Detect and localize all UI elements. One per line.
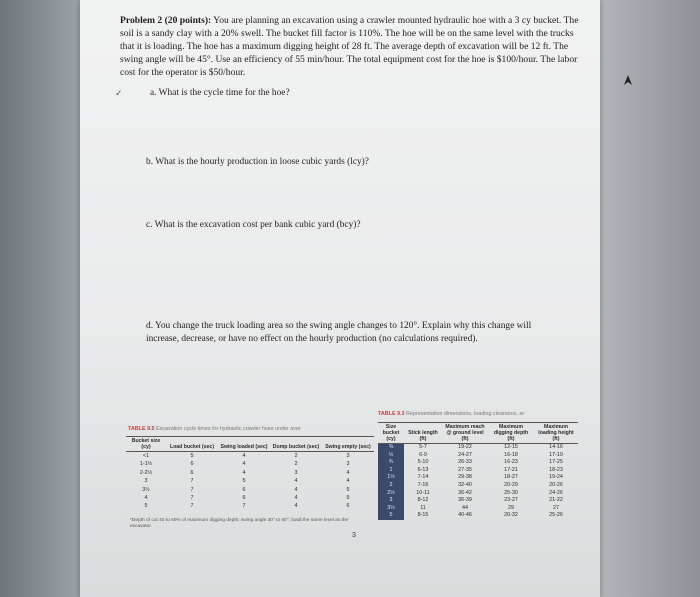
question-a: a. What is the cycle time for the hoe? [150,88,290,98]
table-cell: 7 [190,478,194,485]
table-cell: 19-22 [458,444,472,450]
table1-header: Bucket size (cy) [126,437,166,452]
table2-label: TABLE 9.3 [378,411,405,417]
question-b: b. What is the hourly production in loose cubic yards (lcy)? [146,157,369,167]
table2-header: Maximum reach @ ground level (ft) [442,423,488,444]
table-cell: 1 [378,467,404,475]
table-cell: 5-10 [417,459,429,466]
table-cell: 36-39 [458,497,472,504]
table1-header: Swing loaded (sec) [218,437,270,452]
table-cell: 16-23 [504,459,518,466]
table-cell: 4 [242,453,246,459]
table-cell: 3½ [378,505,404,513]
table2-header: Maximum loading height (ft) [534,423,578,444]
tick-mark: ✓ [115,88,123,98]
table-cell: 16-18 [504,451,518,458]
table-cell: ⅜ [378,444,404,452]
table-cell: 21-22 [549,497,563,504]
table-cell: 27-35 [458,466,472,473]
table1-caption [128,426,301,432]
page-number: 3 [352,532,356,539]
table-cell: 2 [378,482,404,490]
table2-header-row [378,423,578,444]
table-row [378,505,578,513]
table-cell: 24-27 [458,451,472,458]
table-cell: 19-24 [549,474,563,481]
problem-title: Problem 2 (20 points): [120,15,212,26]
table-row [378,482,578,490]
cursor-arrow-icon [623,74,633,86]
table-cell: 17-19 [549,451,563,458]
table-cell: 7 [190,503,194,510]
question-d: d. You change the truck loading area so the swing angle changes to 120°. Explain why this change will increase, decrease, or have no effect on the hourly production (no calculations required). [146,321,532,344]
table2-header: Stick length (ft) [404,423,442,444]
table-row [378,467,578,475]
table-cell: 6 [190,461,194,468]
table-cell: 4 [144,495,148,502]
table-cell: 4 [294,478,298,485]
table-cell: 6 [346,503,350,510]
table-cell: 5 [242,478,246,485]
table1-header-row [126,437,374,452]
table-cell: 5 [378,512,404,520]
table-row [126,502,374,510]
table-cell: 29-38 [458,474,472,481]
table-cell: 7-14 [417,474,429,481]
table-cell: 3 [346,453,350,459]
table-cell: 27 [553,504,559,511]
table-cell: <1 [142,453,150,459]
table-cell: 4 [294,495,298,502]
table-cell: 24-26 [549,489,563,496]
table-cell: 3 [294,469,298,476]
background-left [0,0,80,597]
table-cell: 6 [242,486,246,493]
table-cell: ½ [378,452,404,460]
table-cell: 5 [144,503,148,510]
table1-header: Load bucket (sec) [166,437,218,452]
table-row [378,459,578,467]
table-cell: 36-42 [458,489,472,496]
table-cell: 20-29 [504,481,518,488]
table-cell: 26-33 [458,459,472,466]
table-cell: 18-23 [549,466,563,473]
table-cell: 20-32 [504,512,518,519]
table-row [126,477,374,485]
table-cell: 2-2½ [139,469,153,476]
table-row [126,486,374,494]
table-row [378,444,578,452]
table-cell: 8-15 [417,512,429,519]
table-cell: 4 [294,503,298,510]
table-cell: 4 [346,469,350,476]
table-row [378,512,578,520]
table-row [378,497,578,505]
table-cell: 3½ [142,486,150,493]
table-cell: 10-11 [416,489,430,496]
table-cell: 14-16 [549,444,563,450]
table-cell: 18-27 [504,474,518,481]
table-cell: 4 [242,469,246,476]
table-cell: 2 [294,453,298,459]
table-cell: 4 [346,478,350,485]
table-cell: 3 [378,497,404,505]
table-cell: 5 [190,453,194,459]
table-cell: 5 [346,495,350,502]
table-cell: 17-25 [549,459,563,466]
table-cell: 2 [294,461,298,468]
table-row [378,474,578,482]
table-cell: 44 [462,504,468,511]
table-cell: 4 [294,486,298,493]
table-cell: 32-40 [458,481,472,488]
table2-header: Size bucket (cy) [378,423,404,444]
table1-caption-text: Excavation cycle times for hydraulic crawler hoes under aver [156,426,301,432]
table-cell: 5 [346,486,350,493]
table-cell: 2½ [378,490,404,498]
table-row [126,469,374,477]
table-cell: 6 [190,469,194,476]
table-row [378,452,578,460]
table-cell: 40-46 [458,512,472,519]
table1-footnote: *Depth of cut 40 to 60% of maximum digging depth; swing angle 30° to 60°; loadi the same level as the excavator. [130,518,349,529]
question-c: c. What is the excavation cost per bank cubic yard (bcy)? [146,220,361,230]
table2-caption-text: Representative dimensions, loading clearance, ar [406,411,525,417]
table-row [126,460,374,468]
table-cell: 5-7 [419,444,427,450]
table1-header: Swing empty (sec) [322,437,374,452]
problem-statement [120,14,582,79]
table-row [378,490,578,498]
table-cell: 8-12 [417,497,429,504]
table-cell: 7 [190,495,194,502]
table-cell: 25-26 [549,512,563,519]
table2 [378,422,578,520]
table1-label: TABLE 9.5 [128,426,155,432]
table-cell: 11 [420,504,426,511]
table2-caption [378,411,524,417]
table-cell: 6-13 [417,466,429,473]
table-cell: 20-26 [549,481,563,488]
table1-header: Dump bucket (sec) [270,437,322,452]
table-cell: 7 [190,486,194,493]
table-row [126,494,374,502]
table-cell: 6 [242,495,246,502]
table-cell: 4 [242,461,246,468]
table-cell: 29 [508,504,514,511]
table-cell: 3 [144,478,148,485]
problem-text: You are planning an excavation using a crawler mounted hydraulic hoe with a 3 cy bucket. The soil is a sandy clay with a 20% swell. The bucket fill factor is 110%. The hoe will be on the same level with the trucks that it is loading. The hoe has a maximum digging height of 28 ft. The average depth of excavation will be 12 ft. The swing angle will be 45°. Use an efficiency of 55 min/hour. The total equipment cost for the hoe is $100/hour. The labor cost for the operator is $50/hour. [120,15,579,78]
table-cell: 23-27 [504,497,518,504]
table-cell: ¾ [378,459,404,467]
table-cell: 1½ [378,474,404,482]
table-row [126,452,374,461]
table-cell: 25-30 [504,489,518,496]
table-cell: 17-21 [504,466,518,473]
table1 [126,436,374,511]
table2-header: Maximum digging depth (ft) [488,423,534,444]
table-cell: 1-1½ [139,461,153,468]
table-cell: 12-15 [504,444,518,450]
table-cell: 3 [346,461,350,468]
table-cell: 7 [242,503,246,510]
table-cell: 6-9 [419,451,427,458]
table-cell: 7-16 [417,481,429,488]
